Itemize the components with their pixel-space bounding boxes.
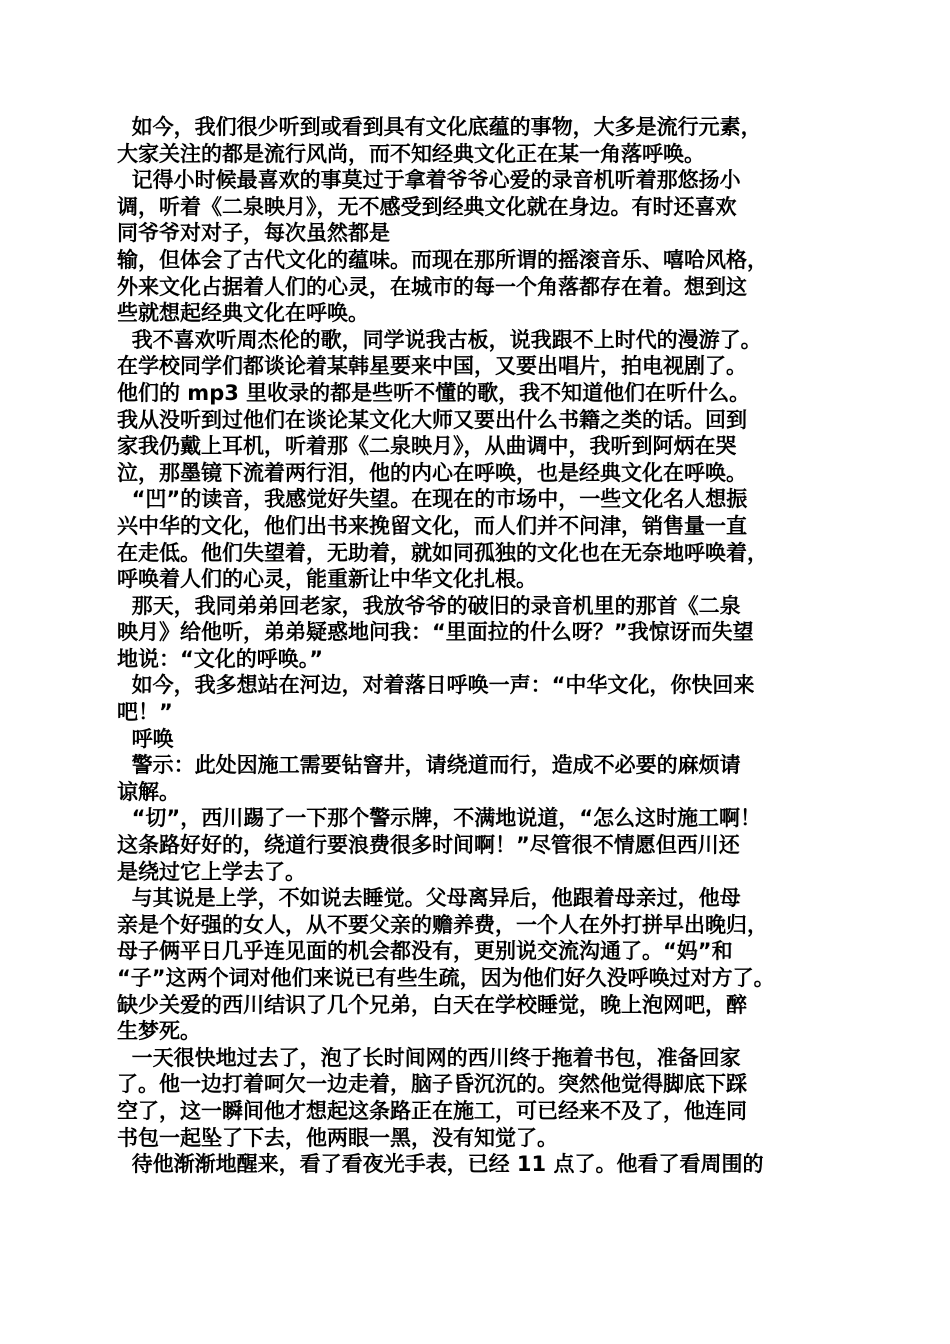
text-line: 同爷爷对对子，每次虽然都是 [117,221,390,246]
text-line: 他们的 mp3 里收录的都是些听不懂的歌，我不知道他们在听什么。 [117,380,751,405]
text-line: 书包一起坠了下去，他两眼一黑，没有知觉了。 [117,1125,558,1150]
text-line: 兴中华的文化，他们出书来挽留文化，而人们并不问津，销售量一直 [117,513,747,538]
text-line: 呼唤着人们的心灵，能重新让中华文化扎根。 [117,567,537,592]
text-line: 缺少关爱的西川结识了几个兄弟，白天在学校睡觉，晚上泡网吧，醉 [117,992,747,1017]
text-line: 是绕过它上学去了。 [117,859,306,884]
text-line: 在走低。他们失望着，无助着，就如同孤独的文化也在无奈地呼唤着， [117,540,768,565]
text-line: 吧！” [117,700,173,725]
text-line: 一天很快地过去了，泡了长时间网的西川终于拖着书包，准备回家 [117,1045,741,1070]
text-line: 泣，那墨镜下流着两行泪，他的内心在呼唤，也是经典文化在呼唤。 [117,460,747,485]
text-line: 输，但体会了古代文化的蕴味。而现在那所谓的摇滚音乐、嘻哈风格， [117,247,768,272]
text-line: 外来文化占据着人们的心灵，在城市的每一个角落都存在着。想到这 [117,274,747,299]
text-line: 记得小时候最喜欢的事莫过于拿着爷爷心爱的录音机听着那悠扬小 [117,168,741,193]
text-line: 母子俩平日几乎连见面的机会都没有，更别说交流沟通了。“妈”和 [117,939,733,964]
text-line: 如今，我们很少听到或看到具有文化底蕴的事物，大多是流行元素， [117,115,762,139]
text-line: 家我仍戴上耳机，听着那《二泉映月》，从曲调中，我听到阿炳在哭 [117,434,737,459]
body-text [117,114,845,1178]
text-line: 我不喜欢听周杰伦的歌，同学说我古板，说我跟不上时代的漫游了。 [117,327,762,352]
text-line: 我从没听到过他们在谈论某文化大师又要出什么书籍之类的话。回到 [117,407,747,432]
text-line: 映月》给他听，弟弟疑惑地问我：“里面拉的什么呀？”我惊讶而失望 [117,620,754,645]
text-line: 大家关注的都是流行风尚，而不知经典文化正在某一角落呼唤。 [117,141,705,166]
text-line: 如今，我多想站在河边，对着落日呼唤一声：“中华文化，你快回来 [117,673,755,698]
text-line: 些就想起经典文化在呼唤。 [117,301,369,326]
text-line: 待他渐渐地醒来，看了看夜光手表，已经 11 点了。他看了看周围的 [117,1152,764,1177]
text-line: 这条路好好的，绕道行要浪费很多时间啊！”尽管很不情愿但西川还 [117,833,740,858]
text-line: 生梦死。 [117,1019,201,1044]
text-line: 那天，我同弟弟回老家，我放爷爷的破旧的录音机里的那首《二泉 [117,593,741,618]
text-line: “切”，西川踢了一下那个警示牌，不满地说道，“怎么这时施工啊！ [117,806,762,831]
text-line: 谅解。 [117,779,180,804]
text-line: 在学校同学们都谈论着某韩星要来中国，又要出唱片，拍电视剧了。 [117,354,747,379]
text-line: 警示：此处因施工需要钻窨井，请绕道而行，造成不必要的麻烦请 [117,753,741,778]
text-line: 与其说是上学，不如说去睡觉。父母离异后，他跟着母亲过，他母 [117,886,741,911]
text-line: 空了，这一瞬间他才想起这条路正在施工，可已经来不及了，他连同 [117,1098,747,1123]
text-line: 呼唤 [117,726,174,751]
text-line: 调，听着《二泉映月》，无不感受到经典文化就在身边。有时还喜欢 [117,194,737,219]
text-line: 亲是个好强的女人，从不要父亲的赡养费，一个人在外打拼早出晚归， [117,912,768,937]
text-line: 地说：“文化的呼唤。” [117,646,324,671]
text-line: 了。他一边打着呵欠一边走着，脑子昏沉沉的。突然他觉得脚底下踩 [117,1072,747,1097]
text-line: “子”这两个词对他们来说已有些生疏，因为他们好久没呼唤过对方了。 [117,966,775,990]
text-line: “凹”的读音，我感觉好失望。在现在的市场中，一些文化名人想振 [117,487,748,512]
